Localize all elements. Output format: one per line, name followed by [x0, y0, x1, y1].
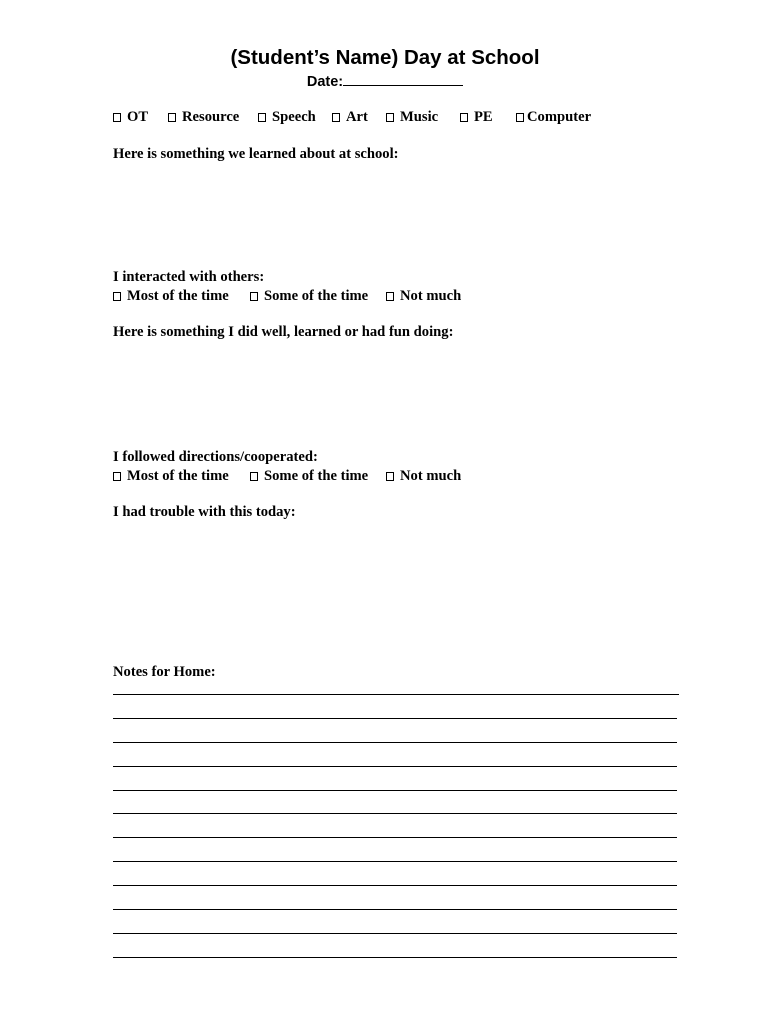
- class-option-art[interactable]: [332, 108, 368, 126]
- notes-line[interactable]: [113, 957, 677, 958]
- date-line[interactable]: [343, 71, 463, 86]
- directions-option-some[interactable]: [250, 467, 368, 485]
- date-label: Date:: [306, 74, 344, 90]
- class-option-ot[interactable]: [113, 108, 148, 126]
- directions-option-label: Most of the time: [127, 468, 229, 484]
- interacted-option-most[interactable]: [113, 287, 229, 305]
- checkbox-icon[interactable]: [460, 113, 468, 122]
- class-option-label: Speech: [272, 109, 316, 125]
- checkbox-icon[interactable]: [332, 113, 340, 122]
- interacted-option-some[interactable]: [250, 287, 368, 305]
- directions-option-label: Some of the time: [264, 468, 369, 484]
- class-option-label: Computer: [527, 109, 592, 125]
- checkbox-icon[interactable]: [516, 113, 524, 122]
- checkbox-icon[interactable]: [113, 472, 121, 481]
- notes-line[interactable]: [113, 933, 677, 934]
- interacted-option-not-much[interactable]: [386, 287, 461, 305]
- directions-option-not-much[interactable]: [386, 467, 461, 485]
- notes-line[interactable]: [113, 694, 679, 695]
- notes-line[interactable]: [113, 742, 677, 743]
- notes-prompt: Notes for Home:: [113, 664, 216, 680]
- directions-options-row: [113, 467, 513, 485]
- notes-line[interactable]: [113, 861, 677, 862]
- notes-line[interactable]: [113, 909, 677, 910]
- interacted-option-label: Some of the time: [264, 288, 369, 304]
- notes-line[interactable]: [113, 790, 677, 791]
- checkbox-icon[interactable]: [250, 472, 258, 481]
- checkbox-icon[interactable]: [386, 472, 394, 481]
- checkbox-icon[interactable]: [168, 113, 176, 122]
- notes-line[interactable]: [113, 885, 677, 886]
- checkbox-icon[interactable]: [250, 292, 258, 301]
- interacted-options-row: [113, 287, 513, 305]
- interacted-option-label: Most of the time: [127, 288, 229, 304]
- checkbox-icon[interactable]: [113, 292, 121, 301]
- class-option-label: Art: [346, 109, 368, 125]
- checkbox-icon[interactable]: [258, 113, 266, 122]
- notes-line[interactable]: [113, 837, 677, 838]
- checkbox-icon[interactable]: [386, 292, 394, 301]
- directions-option-most[interactable]: [113, 467, 229, 485]
- directions-option-label: Not much: [400, 468, 462, 484]
- date-row: [0, 71, 770, 91]
- did-well-prompt: Here is something I did well, learned or had fun doing:: [113, 324, 454, 340]
- notes-line[interactable]: [113, 813, 677, 814]
- checkbox-icon[interactable]: [113, 113, 121, 122]
- checkbox-icon[interactable]: [386, 113, 394, 122]
- class-option-label: Music: [400, 109, 439, 125]
- learned-prompt: Here is something we learned about at school:: [113, 146, 399, 162]
- trouble-prompt: I had trouble with this today:: [113, 504, 296, 520]
- class-option-label: OT: [127, 109, 149, 125]
- class-option-label: PE: [474, 109, 493, 125]
- class-option-computer[interactable]: [516, 108, 591, 126]
- interacted-prompt: I interacted with others:: [113, 269, 265, 285]
- class-option-resource[interactable]: [168, 108, 239, 126]
- class-option-label: Resource: [182, 109, 240, 125]
- class-option-speech[interactable]: [258, 108, 316, 126]
- directions-prompt: I followed directions/cooperated:: [113, 449, 318, 465]
- notes-line[interactable]: [113, 766, 677, 767]
- class-option-pe[interactable]: [460, 108, 493, 126]
- class-options-row: [113, 108, 713, 126]
- page-title: (Student’s Name) Day at School: [230, 46, 540, 69]
- class-option-music[interactable]: [386, 108, 438, 126]
- notes-line[interactable]: [113, 718, 677, 719]
- interacted-option-label: Not much: [400, 288, 462, 304]
